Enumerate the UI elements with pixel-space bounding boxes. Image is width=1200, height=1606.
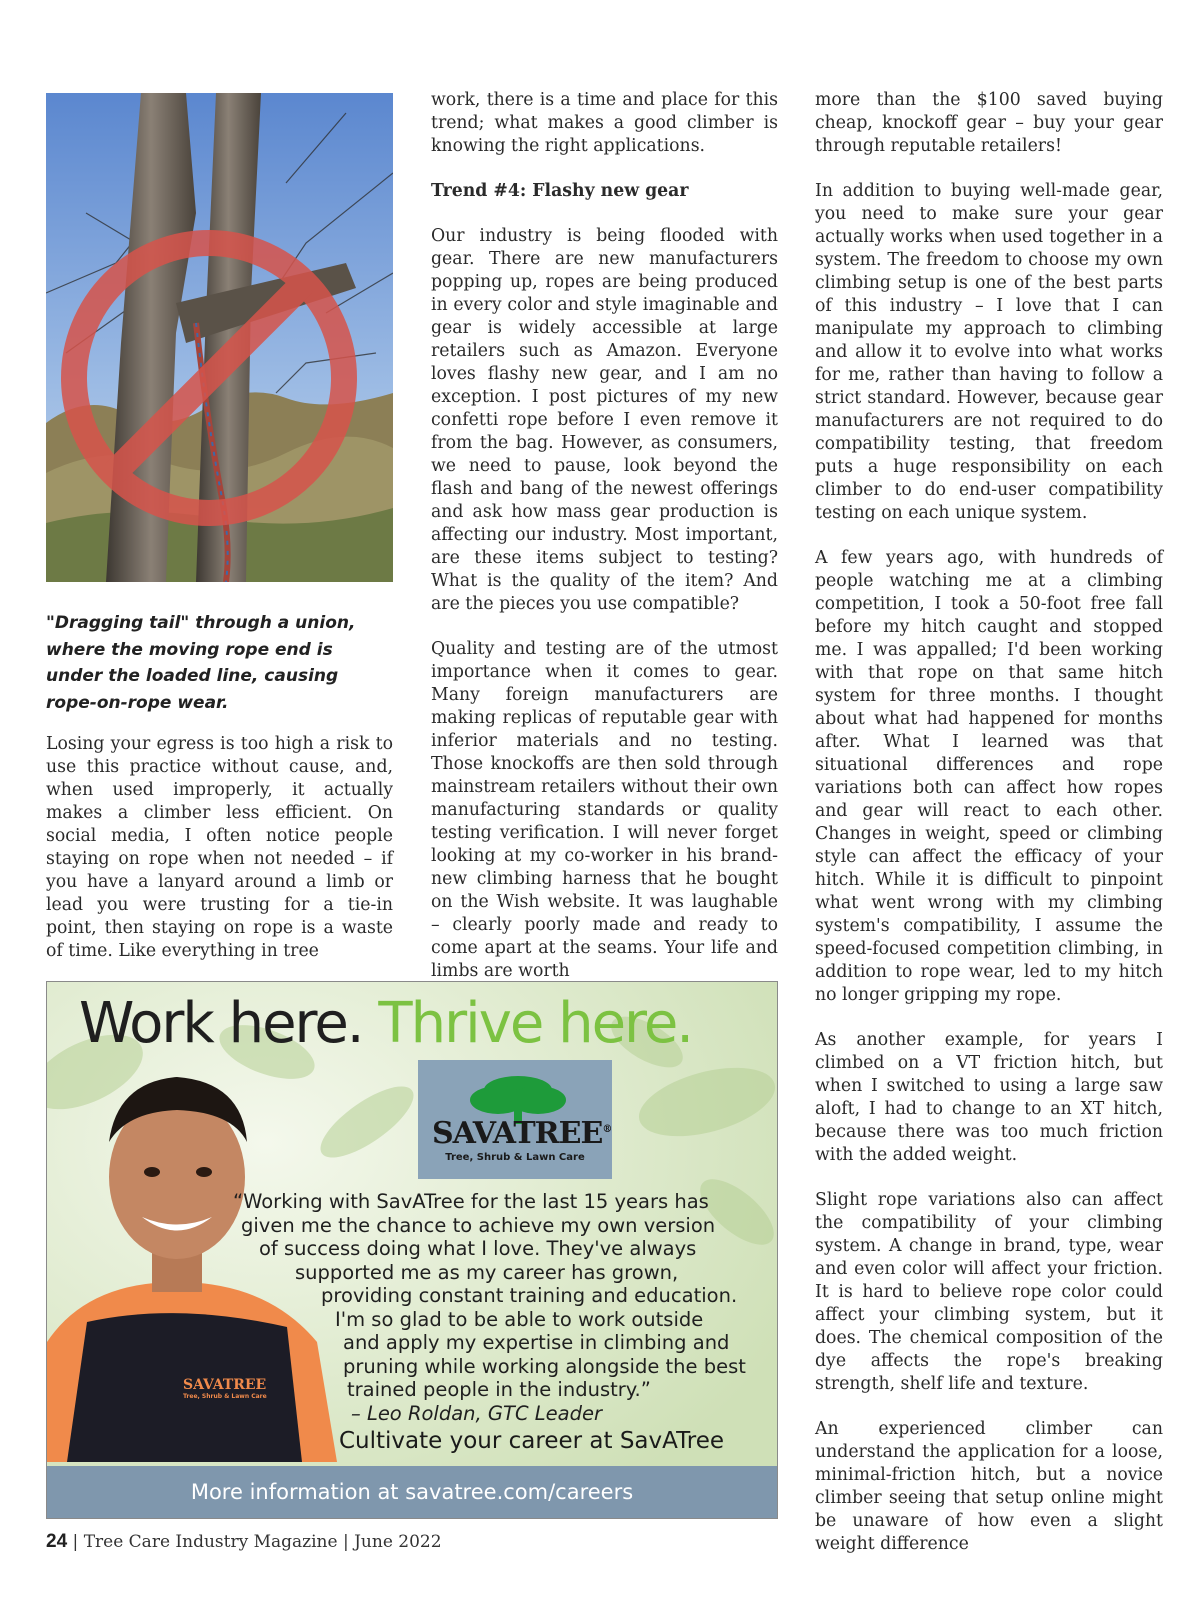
quote-line: “Working with SavATree for the last 15 years has <box>233 1190 709 1213</box>
quote-line: pruning while working alongside the best <box>343 1354 746 1378</box>
article-photo <box>46 93 393 582</box>
column-1 <box>46 733 393 963</box>
logo-name: SAVATREE <box>432 1116 603 1151</box>
photo-caption: "Dragging tail" through a union, where the moving rope end is under the loaded line, causing rope-on-rope wear. <box>46 613 356 713</box>
tree-photo-illustration <box>46 93 393 582</box>
testimonial-quote <box>47 1190 777 1425</box>
logo-registered: ® <box>602 1124 612 1135</box>
magazine-name: Tree Care Industry Magazine <box>83 1532 338 1552</box>
quote-line: and apply my expertise in climbing and <box>343 1331 730 1354</box>
ad-cta: Cultivate your career at SavATree <box>339 1428 725 1454</box>
paragraph: A few years ago, with hundreds of people watching me at a climbing competition, I took a 50-foot free fall before my hitch caught and stopped me. I was appalled; I'd been working with that rope on that same hitch system for three months. I thought about what had happened for months after. What I learned was that situational differences and rope variations both can affect how ropes and gear will react to each other. Changes in weight, speed or climbing style can affect the efficacy of your hitch. While it is difficult to pinpoint what went wrong with my climbing system's compatibility, I assume the speed-focused competition climbing, in addition to rope wear, led to my hitch no longer gripping my rope. <box>815 548 1163 1005</box>
column-3 <box>815 89 1163 1578</box>
paragraph: In addition to buying well-made gear, you need to make sure your gear actually works when used together in a system. The freedom to choose my own climbing setup is one of the best parts of this industry – I love that I can manipulate my approach to climbing and allow it to evolve into what works for me, rather than having to follow a strict standard. However, because gear manufacturers are not required to do compatibility testing, that freedom puts a huge responsibility on each climber to do end-user compatibility testing on each unique system. <box>815 181 1163 523</box>
column-2 <box>431 89 778 1005</box>
section-heading: Trend #4: Flashy new gear <box>431 181 689 201</box>
page-footer <box>46 1531 442 1553</box>
paragraph: more than the $100 saved buying cheap, knockoff gear – buy your gear through reputable retailers! <box>815 90 1163 156</box>
paragraph: An experienced climber can understand the application for a loose, minimal-friction hitch, but a novice climber seeing that setup online might be unaware of how even a slight weight difference <box>815 1419 1163 1554</box>
savatree-advertisement[interactable] <box>46 981 778 1519</box>
quote-line: given me the chance to achieve my own version <box>241 1213 716 1237</box>
paragraph: Losing your egress is too high a risk to use this practice without cause, and, when used improperly, it actually makes a climber less efficient. On social media, I often notice people staying on rope when not needed – if you have a lanyard around a limb or lead you were trusting for a tie-in point, then staying on rope is a waste of time. Like everything in tree <box>46 734 393 961</box>
quote-line: trained people in the industry.” <box>347 1378 651 1401</box>
logo-tagline: Tree, Shrub & Lawn Care <box>445 1152 585 1163</box>
quote-line: providing constant training and education. <box>321 1284 738 1307</box>
issue-date: June 2022 <box>354 1532 442 1552</box>
careers-link[interactable]: More information at savatree.com/careers <box>190 1480 634 1504</box>
paragraph: Our industry is being flooded with gear. There are new manufacturers popping up, ropes are being produced in every color and style imaginable and gear is widely accessible at large retailers such as Amazon. Everyone loves flashy new gear, and I am no exception. I post pictures of my new confetti rope before I even remove it from the bag. However, as consumers, we need to pause, look beyond the flash and bang of the newest offerings and ask how mass gear production is affecting our industry. Most important, are these items subject to testing? What is the quality of the item? And are the pieces you use compatible? <box>431 226 778 614</box>
footer-separator: | <box>342 1532 355 1552</box>
savatree-logo <box>418 1060 612 1179</box>
quote-line: supported me as my career has grown, <box>295 1260 679 1284</box>
paragraph: work, there is a time and place for this trend; what makes a good climber is knowing the right applications. <box>431 90 778 156</box>
quote-line: of success doing what I love. They've always <box>259 1237 697 1260</box>
ad-headline <box>79 988 692 1060</box>
ad-footer-bar[interactable] <box>47 1466 777 1518</box>
paragraph: Quality and testing are of the utmost importance when it comes to gear. Many foreign manufacturers are making replicas of reputable gear with inferior materials and no testing. Those knockoffs are then sold through mainstream retailers without their own manufacturing standards or quality testing verification. I will never forget looking at my co-worker in his brand-new climbing harness that he bought on the Wish website. It was laughable – clearly poorly made and ready to come apart at the seams. Your life and limbs are worth <box>431 639 778 981</box>
shirt-logo-tagline: Tree, Shrub & Lawn Care <box>183 1393 267 1400</box>
footer-separator: | <box>72 1532 84 1552</box>
headline-work-here: Work here. <box>79 991 363 1056</box>
paragraph: Slight rope variations also can affect the compatibility of your climbing system. A change in brand, type, wear and even color will affect your friction. It is hard to believe rope color could affect your climbing system, but it does. The chemical composition of the dye affects the rope's breaking strength, shelf life and texture. <box>815 1190 1163 1394</box>
shirt-logo-name: SAVATREE <box>183 1377 267 1393</box>
headline-thrive-here: Thrive here. <box>378 991 693 1056</box>
quote-attribution: – Leo Roldan, GTC Leader <box>351 1401 602 1425</box>
paragraph: As another example, for years I climbed on a VT friction hitch, but when I switched to using a large saw aloft, I had to change to an XT hitch, because there was too much friction with the added weight. <box>815 1030 1163 1165</box>
quote-line: I'm so glad to be able to work outside <box>335 1307 704 1331</box>
page-number: 24 <box>46 1531 68 1552</box>
